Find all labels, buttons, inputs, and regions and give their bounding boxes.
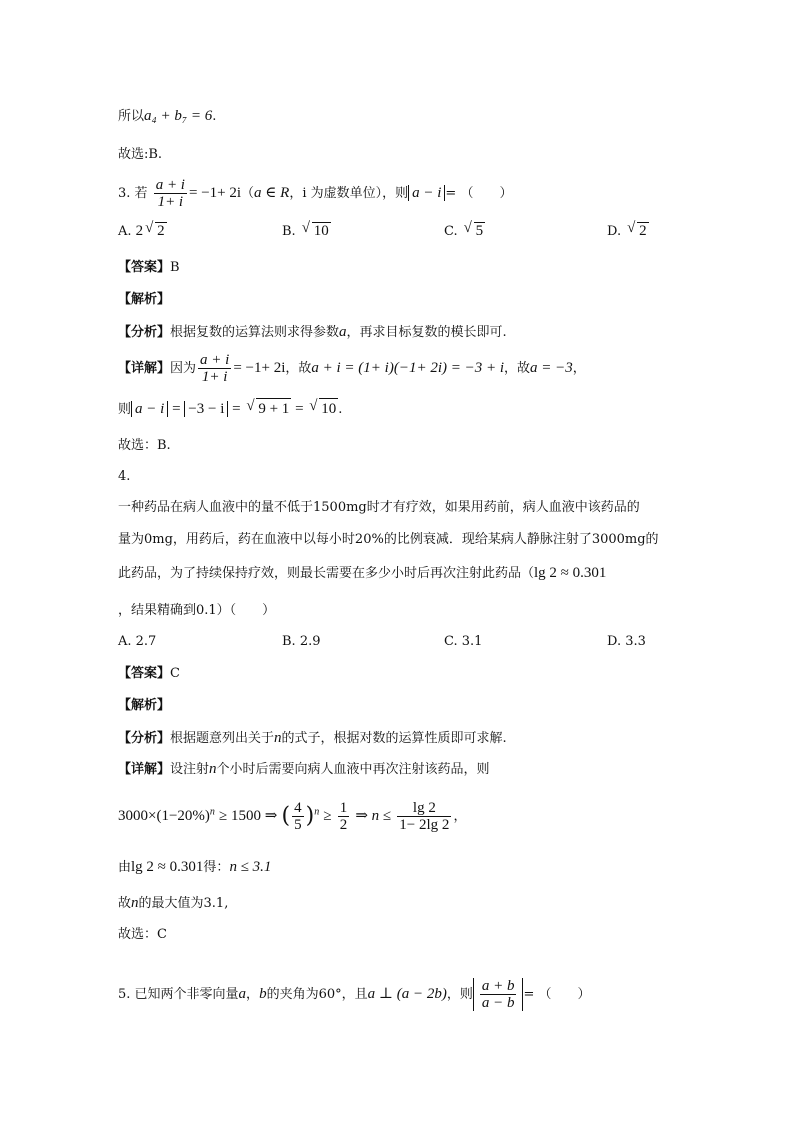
expr: ≥ <box>323 808 332 824</box>
text: 因为 <box>170 361 197 376</box>
denominator: 5 <box>294 817 302 833</box>
numerator: lg 2 <box>397 800 451 817</box>
radical: √ 10 <box>319 398 338 419</box>
equation: a = −3 <box>530 360 573 376</box>
q4-stem-3 <box>118 563 606 584</box>
q3-detail-line-2 <box>118 398 342 420</box>
text: ，再求目标复数的模长即可. <box>346 325 507 340</box>
q3-option-a <box>118 222 167 240</box>
equals: = <box>291 401 308 417</box>
q4-option-b: B. 2.9 <box>282 634 321 649</box>
q4-stem-2: 量为0mg，用药后，药在血液中以每小时20%的比例衰减．现给某病人静脉注射了3000mg的 <box>118 532 659 547</box>
exponent: n <box>209 806 215 818</box>
equals: = <box>168 401 185 417</box>
equation: a₄ + b₇ = 6 <box>144 108 213 124</box>
q3-answer-line <box>118 258 180 278</box>
denominator: 1+ i <box>157 194 184 210</box>
q4-stem-1: 一种药品在病人血液中的量不低于1500mg时才有疗效，如果用药前，病人血液中该药品的 <box>118 500 640 515</box>
detail-tag: 【详解】 <box>118 762 171 777</box>
answer-tag: 【答案】 <box>118 260 171 275</box>
expr: 3000×(1−20%) <box>118 808 210 824</box>
answer-tag: 【答案】 <box>118 666 171 681</box>
q4-option-c: C. 3.1 <box>444 634 483 649</box>
equation: a + i = (1+ i)(−1+ 2i) = −3 + i <box>311 360 505 376</box>
q3-choice-line: 故选：B. <box>118 438 171 453</box>
numerator: 1 <box>339 800 348 816</box>
fraction <box>338 800 350 833</box>
q4-derive-line <box>118 857 271 878</box>
prev-conclusion-line <box>118 106 216 127</box>
equation: lg 2 ≈ 0.301 <box>534 565 607 581</box>
variable: n <box>131 895 139 911</box>
answer-value: B <box>170 260 180 275</box>
text: 此药品，为了持续保持疗效，则最长需要在多少小时后再次注射此药品（ <box>118 566 535 581</box>
variable: n <box>209 761 217 777</box>
fraction <box>480 978 517 1011</box>
condition: a ⊥ (a − 2b) <box>367 986 447 1002</box>
text: ，故 <box>504 361 531 376</box>
abs-fraction <box>473 978 524 1011</box>
equals: = <box>228 401 245 417</box>
option-label: A. <box>118 224 132 239</box>
radical: √ 2 <box>637 222 649 240</box>
answer-value: C <box>170 666 180 681</box>
denominator: 2 <box>339 817 348 833</box>
coef: 2 <box>135 223 144 239</box>
q4-answer-line <box>118 664 180 684</box>
option-label: C. <box>444 224 458 239</box>
q4-formula <box>118 800 466 833</box>
condition: a ∈ R <box>254 185 290 201</box>
fraction <box>154 177 187 210</box>
q4-option-d: D. 3.3 <box>607 634 646 649</box>
exponent: n <box>314 806 320 818</box>
text: 的最大值为3.1, <box>138 896 229 911</box>
text: . <box>338 402 343 417</box>
numerator: a + b <box>481 978 515 994</box>
text: （ <box>241 186 255 201</box>
variable: a <box>339 324 347 340</box>
fraction <box>292 800 304 833</box>
abs-value: a − i <box>131 401 168 417</box>
text: 根据复数的运算法则求得参数 <box>170 325 340 340</box>
q3-option-c <box>444 222 485 240</box>
detail-tag: 【详解】 <box>118 361 171 376</box>
equation: = −1+ 2i <box>233 360 286 376</box>
text: 故 <box>118 896 132 911</box>
numerator: a + i <box>155 177 185 193</box>
paren: ) <box>305 803 315 829</box>
radical: √ 2 <box>155 222 167 240</box>
text: 则 <box>118 402 132 417</box>
text: 设注射 <box>170 762 210 777</box>
q4-analysis-line <box>118 728 507 749</box>
fraction <box>397 800 451 833</box>
q4-choice-line: 故选：C <box>118 927 167 942</box>
q3-option-b <box>282 222 331 240</box>
abs-value: −3 − i <box>184 401 228 417</box>
text: 个小时后需要向病人血液中再次注射该药品，则 <box>216 762 490 777</box>
analysis-tag: 【分析】 <box>118 731 171 746</box>
q4-analysis-heading: 【解析】 <box>118 698 171 713</box>
text: ，i 为虚数单位），则 <box>289 186 409 201</box>
option-label: D. <box>607 224 622 239</box>
radical: √ 10 <box>312 222 331 240</box>
text: ， <box>246 987 260 1002</box>
radical: √ 5 <box>474 222 486 240</box>
paren: ( <box>281 803 291 829</box>
denominator: 1− 2lg 2 <box>399 817 450 833</box>
q4-stem-4: ，结果精确到0.1）（ ） <box>118 603 276 618</box>
radical: √ 9 + 1 <box>256 398 291 419</box>
text: 根据题意列出关于 <box>170 731 275 746</box>
text: ，故 <box>285 361 312 376</box>
text: = （ ） <box>523 987 591 1002</box>
fraction <box>198 352 231 385</box>
denominator: 1+ i <box>201 369 228 385</box>
numerator: a + i <box>200 352 230 368</box>
question-number: 3. 若 <box>118 186 148 201</box>
equation: lg 2 ≈ 0.301 <box>131 859 204 875</box>
expr: ≥ 1500 ⇒ <box>219 808 278 824</box>
text: 所以 <box>118 109 145 124</box>
vector-a: a <box>238 986 247 1002</box>
text: 由 <box>118 860 132 875</box>
q4-detail-line <box>118 759 490 780</box>
text: ， <box>572 361 586 376</box>
question-5-stem <box>118 978 591 1011</box>
q4-max-line <box>118 893 228 914</box>
text: 的式子，根据对数的运算性质即可求解. <box>281 731 507 746</box>
prev-choice-line: 故选:B. <box>118 147 163 162</box>
abs-value: a − i <box>408 185 445 201</box>
equation: n ≤ 3.1 <box>229 859 272 875</box>
denominator: a − b <box>481 995 515 1011</box>
text: ，则 <box>446 987 473 1002</box>
analysis-tag: 【分析】 <box>118 325 171 340</box>
vector-b: b <box>259 986 267 1002</box>
expr: ⇒ n ≤ <box>355 808 392 824</box>
text: = （ ） <box>445 186 513 201</box>
text: 的夹角为60°，且 <box>266 987 368 1002</box>
equation: = −1+ 2i <box>188 185 242 201</box>
option-label: B. <box>282 224 296 239</box>
text: 5. 已知两个非零向量 <box>118 987 239 1002</box>
question-4-number: 4. <box>118 469 131 484</box>
q3-analysis-line <box>118 322 507 343</box>
text: . <box>212 109 217 124</box>
question-3-stem <box>118 177 512 210</box>
numerator: 4 <box>294 800 302 816</box>
q4-option-a: A. 2.7 <box>118 634 157 649</box>
text: 得： <box>203 860 230 875</box>
q3-detail-line <box>118 352 586 385</box>
q3-analysis-heading: 【解析】 <box>118 292 171 307</box>
variable: n <box>274 730 282 746</box>
text: ， <box>453 809 467 824</box>
q3-option-d <box>607 222 649 240</box>
